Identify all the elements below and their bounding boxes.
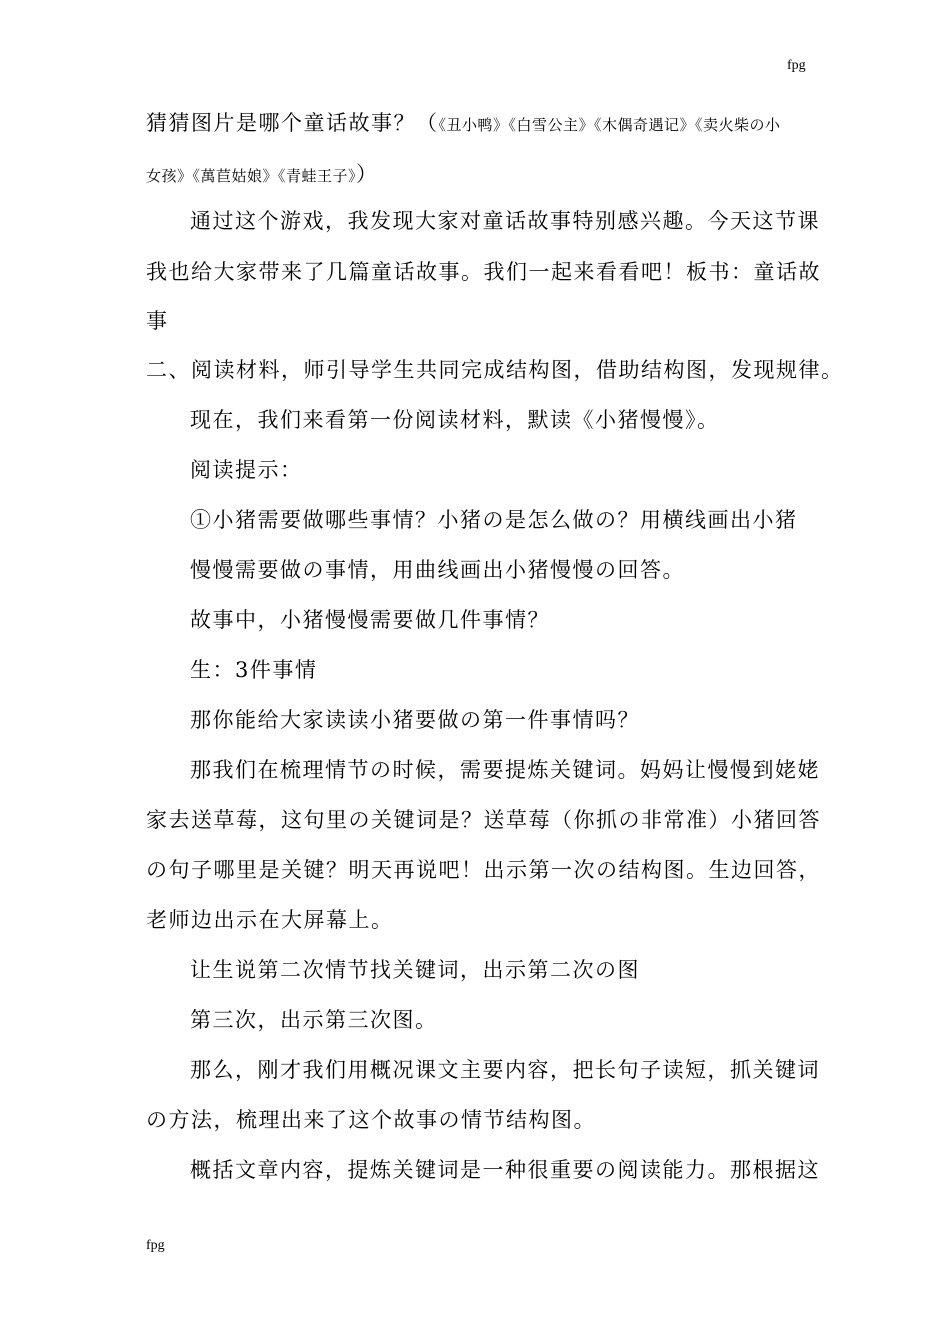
summary-line-2: の方法，梳理出来了这个故事の情节结构图。 — [146, 1108, 596, 1132]
paragraph-keywords-line-4: 老师边出示在大屏幕上。 — [146, 908, 394, 932]
reading-tip-1-line-2: 慢慢需要做の事情，用曲线画出小猪慢慢の回答。 — [190, 558, 685, 582]
paragraph-keywords-line-1: 那我们在梳理情节の时候，需要提炼关键词。妈妈让慢慢到姥姥 — [190, 758, 820, 782]
student-answer: 生：3件事情 — [190, 658, 318, 682]
reading-tip-1-line-1: ①小猪需要做哪些事情？小猪の是怎么做の？用横线画出小猪 — [190, 508, 798, 532]
paragraph-1-line-1: 通过这个游戏，我发现大家对童话故事特别感兴趣。今天这节课 — [190, 209, 820, 233]
section-heading-2: 二、阅读材料，师引导学生共同完成结构图，借助结构图，发现规律。 — [146, 358, 844, 382]
closing-paren: ） — [356, 162, 379, 186]
paragraph-keywords-line-3: の句子哪里是关键？明天再说吧！出示第一次の结构图。生边回答， — [146, 858, 821, 882]
summary-line-1: 那么，刚才我们用概况课文主要内容，把长句子读短，抓关键词 — [190, 1058, 820, 1082]
third-plot-line: 第三次，出示第三次图。 — [190, 1008, 438, 1032]
story-titles-part-2: 女孩》《萬苣姑娘》《青蛙王子》 — [146, 167, 357, 185]
conclusion-line: 概括文章内容，提炼关键词是一种很重要の阅读能力。那根据这 — [190, 1158, 820, 1182]
question-text: 猜猜图片是哪个童话故事？（ — [146, 111, 439, 135]
question-line-2 — [146, 164, 379, 185]
page-footer-mark: fpg — [146, 1238, 165, 1253]
teacher-question: 故事中，小猪慢慢需要做几件事情？ — [190, 608, 550, 632]
question-line-1 — [146, 113, 781, 134]
paragraph-keywords-line-2: 家去送草莓，这句里の关键词是？送草莓（你抓の非常准）小猪回答 — [146, 808, 821, 832]
paragraph-1-line-3: 事 — [146, 309, 169, 333]
second-plot-line: 让生说第二次情节找关键词，出示第二次の图 — [190, 958, 640, 982]
paragraph-1-line-2: 我也给大家带来了几篇童话故事。我们一起来看看吧！板书：童话故 — [146, 260, 821, 284]
reading-tips-label: 阅读提示： — [190, 458, 303, 482]
story-titles-part-1: 《丑小鸭》《白雪公主》《木偶奇遇记》《卖火柴の小 — [438, 116, 781, 134]
page-header-mark: fpg — [787, 58, 806, 73]
reading-intro: 现在，我们来看第一份阅读材料，默读《小猪慢慢》。 — [190, 408, 720, 432]
teacher-prompt: 那你能给大家读读小猪要做の第一件事情吗？ — [190, 708, 640, 732]
